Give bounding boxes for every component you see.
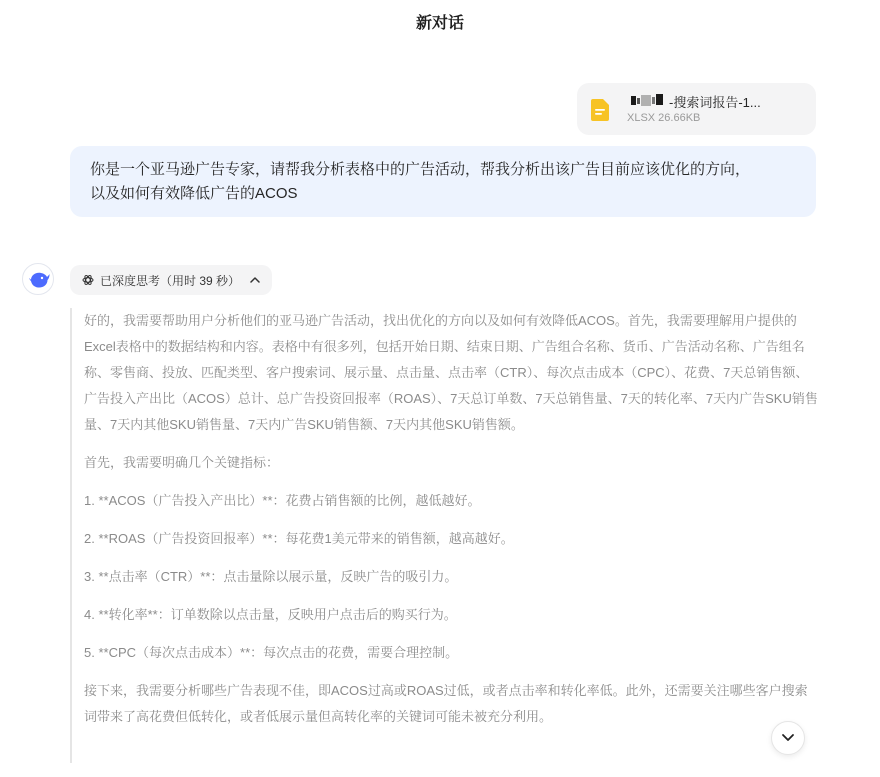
- thinking-toggle-button[interactable]: [70, 265, 272, 295]
- thinking-paragraph: 接下来，我需要分析哪些广告表现不佳，即ACOS过高或ROAS过低，或者点击率和转化率低。此外，还需要关注哪些客户搜索词带来了高花费但低转化，或者低展示量但高转化率的关键词可能未被充分利用。: [84, 683, 808, 724]
- redacted-name-icon: [631, 94, 663, 106]
- thinking-paragraph: 好的，我需要帮助用户分析他们的亚马逊广告活动，找出优化的方向以及如何有效降低ACOS。首先，我需要理解用户提供的Excel表格中的数据结构和内容。表格中有很多列，包括开始日期、结束日期、广告组合名称、货币、广告活动名称、广告组名称、零售商、投放、匹配类型、客户搜索词、展示量、点击量、点击率（CTR）、每次点击成本（CPC）、花费、7天总销售额、广告投入产出比（ACOS）总计、总广告投资回报率（ROAS）、7天总订单数、7天总销售量、7天的转化率、7天内广告SKU销售量、7天内其他SKU销售量、7天内广告SKU销售额、7天内其他SKU销售额。: [84, 313, 818, 432]
- spreadsheet-file-icon: [591, 99, 609, 121]
- chevron-up-icon: [250, 276, 260, 284]
- attachment-card[interactable]: [577, 83, 816, 135]
- attachment-file-meta: XLSX 26.66KB: [627, 112, 701, 124]
- page-title: 新对话: [415, 15, 464, 32]
- thinking-paragraph: 2. **ROAS（广告投资回报率）**：每花费1美元带来的销售额，越高越好。: [84, 531, 514, 546]
- user-message-line: 以及如何有效降低广告的ACOS: [90, 185, 298, 202]
- thinking-paragraph: 4. **转化率**：订单数除以点击量，反映用户点击后的购买行为。: [84, 607, 457, 622]
- user-message-line: 你是一个亚马逊广告专家，请帮我分析表格中的广告活动，帮我分析出该广告目前应该优化的方向，: [90, 161, 751, 178]
- assistant-avatar: [22, 263, 54, 295]
- thinking-paragraph: 5. **CPC（每次点击成本）**：每次点击的花费，需要合理控制。: [84, 645, 459, 660]
- thinking-paragraph: 3. **点击率（CTR）**：点击量除以展示量，反映广告的吸引力。: [84, 569, 458, 584]
- attachment-file-name: -搜索词报告-1...: [669, 95, 761, 110]
- whale-logo-icon: [28, 270, 50, 290]
- thinking-paragraph: 首先，我需要明确几个关键指标：: [84, 455, 280, 470]
- scroll-to-bottom-button[interactable]: [771, 721, 805, 755]
- thinking-toggle-label: 已深度思考（用时 39 秒）: [100, 273, 241, 288]
- thinking-paragraph: 1. **ACOS（广告投入产出比）**：花费占销售额的比例，越低越好。: [84, 493, 481, 508]
- chevron-down-icon: [781, 732, 795, 744]
- user-message-bubble: [70, 146, 816, 217]
- thinking-content: [70, 308, 820, 763]
- atom-icon: [82, 274, 94, 286]
